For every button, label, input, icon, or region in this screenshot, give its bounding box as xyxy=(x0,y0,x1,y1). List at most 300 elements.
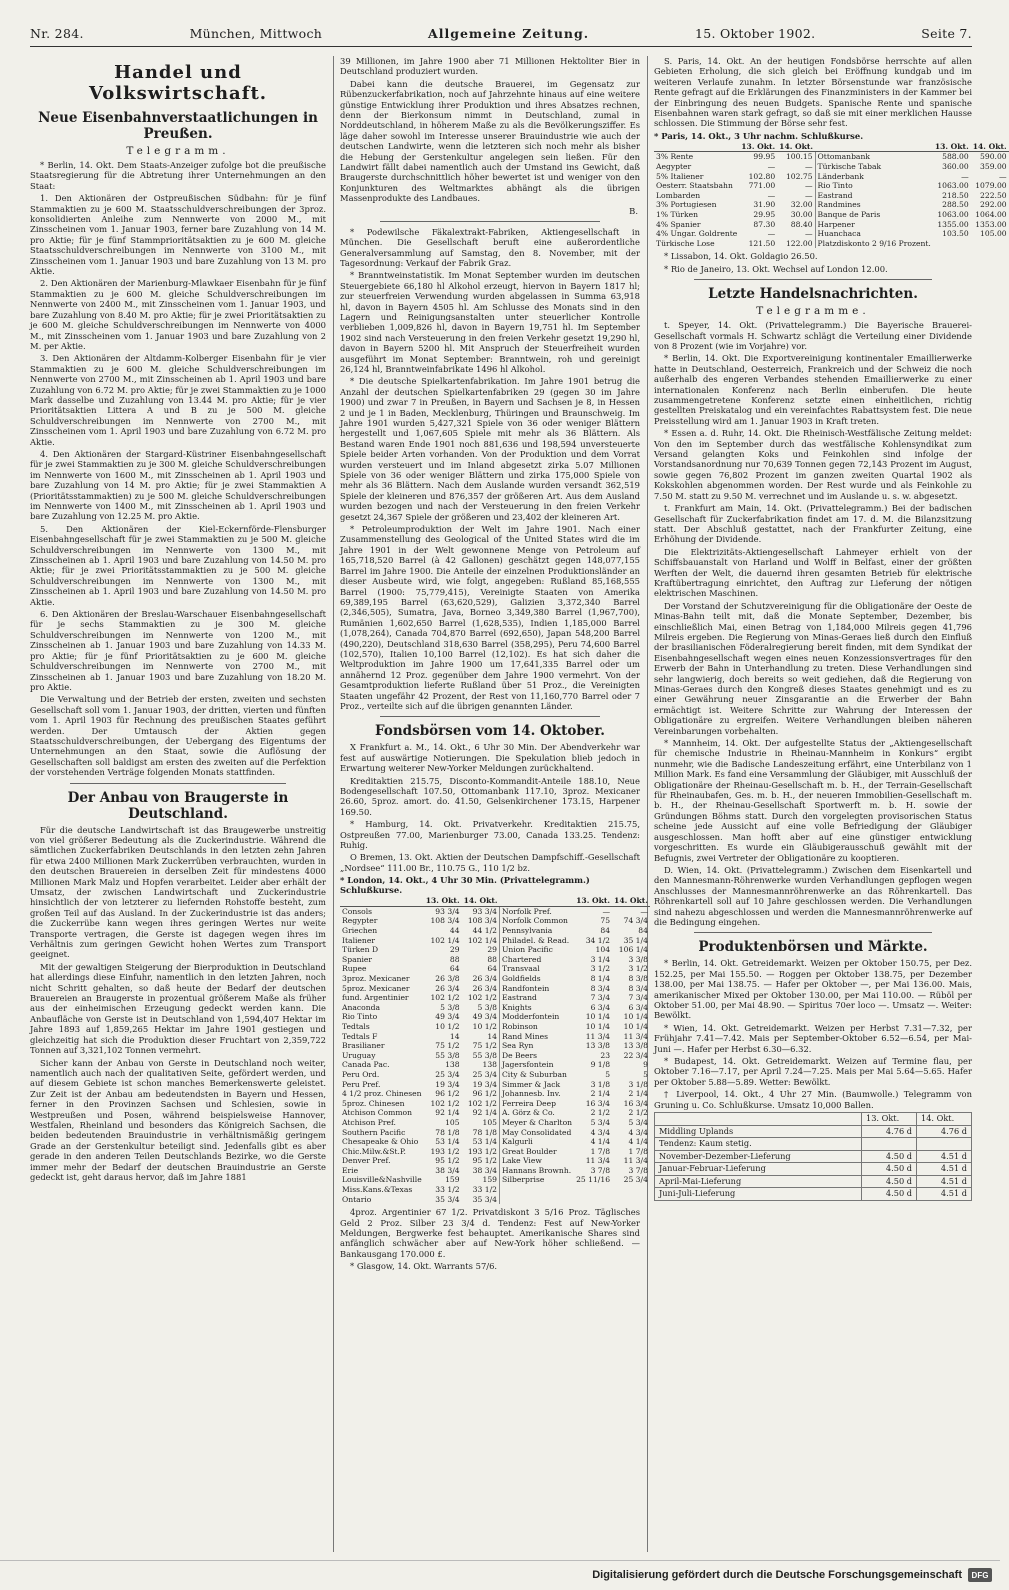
table-row xyxy=(655,1188,972,1201)
table-cell: Silberprise xyxy=(499,1175,574,1185)
table-row xyxy=(340,1128,650,1138)
table-cell: 38 3/4 xyxy=(435,1165,460,1175)
table-cell: Türkische Lose xyxy=(656,238,715,248)
market-report: X Frankfurt a. M., 14. Okt., 6 Uhr 30 Min. Der Abendverkehr war fest auf auswärtige Notierungen. Die Spekulation blieb jedoch in Erwartung weiterer New-Yorker Meldungen zurückhaltend. xyxy=(340,742,640,774)
table-cell: Sea Ryn xyxy=(499,1041,574,1051)
table-cell: 75 xyxy=(600,916,611,926)
table-row xyxy=(340,993,650,1003)
table-row xyxy=(340,926,650,936)
table-cell: 4.51 d xyxy=(917,1188,972,1201)
london-quotes-table xyxy=(340,896,650,1204)
table-cell: 14 xyxy=(449,1031,460,1041)
table-row xyxy=(654,210,1009,220)
table-cell: Ottomanbank xyxy=(815,152,933,162)
news-item: Der Vorstand der Schutzvereinigung für die Obligationäre der Oeste de Minas-Bahn teilt mit, daß die Monate September, Dezember, bis einschließlich Mai, einen Betrag von 1,184,000 Milreis gegen 41,796 Milreis ergeben. Die Regierung von Minas-Geraes ließ durch den Einfluß der brasilianischen Föderalregierung bereit finden, mit dem Syndikat der Eisenbahngesellschaft wegen eines neuen Konzessionsvertrages für den Erwerb der Bahn in Unterhandlung zu treten. Diese Verhandlungen sind sehr langwierig, doch bereits so weit gediehen, daß die Regierung von Minas-Geraes durch den Kongreß dieses Staates genehmigt und es zu einer Gewährung neuer Zinsgarantie an die Erwerber der Bahn ermächtigt ist. Weitere Schritte zur Wahrung der Interessen der Obligationäre zu ergreifen. Weitere Verhandlungen bleiben näheren Vereinbarungen vorbehalten. xyxy=(654,600,972,736)
table-cell: 5 3/4 xyxy=(628,1117,648,1127)
news-item: Die Elektrizitäts-Aktiengesellschaft Lahmeyer erhielt von der Schiffsbauanstalt von Harland und Wolff in Belfast, einer der größten Werften der Welt, die dauernd ihren gesamten Betrieb für elektrische Kraftübertragung einrichtet, den Auftrag zur Lieferung der nötigen elektrischen Maschinen. xyxy=(654,546,972,599)
market-report: * Wien, 14. Okt. Getreidemarkt. Weizen per Herbst 7.31—7.32, per Frühjahr 7.41—7.42. Mais per September-Oktober 6.52—6.54, per Mai-Juni —. Hafer per Herbst 6.30—6.32. xyxy=(654,1022,972,1054)
table-cell: 7 3/4 xyxy=(590,993,611,1003)
table-cell: 1064.00 xyxy=(975,210,1007,219)
market-report: * Glasgow, 14. Okt. Warrants 57/6. xyxy=(350,1261,498,1272)
table-row xyxy=(340,1060,650,1070)
table-cell: — xyxy=(804,190,813,200)
table-cell xyxy=(862,1138,917,1151)
table-cell: 138 xyxy=(482,1060,497,1070)
table-cell: 3 1/2 xyxy=(628,964,648,974)
table-cell: 3% Rente xyxy=(656,152,694,162)
section-title: Handel und Volkswirtschaft. xyxy=(88,62,268,104)
table-cell: 103.50 xyxy=(942,229,969,239)
table-cell: 92 1/4 xyxy=(472,1108,497,1118)
table-cell: Peru Pref. xyxy=(342,1079,381,1089)
table-cell: 4% Ungar. Goldrente xyxy=(656,229,738,239)
table-cell: 5 3/4 xyxy=(590,1117,611,1127)
table-cell: 30.00 xyxy=(790,210,813,219)
news-item: * Mannheim, 14. Okt. Der aufgestellte Status der „Aktiengesellschaft für chemische Industrie in Rheinau-Mannheim in Konkurs“ ergibt nunmehr, wie die Badische Landeszeitung erfährt, eine Unterbilanz von 1 Million Mark. Es fand eine Versammlung der Gläubiger, mit Ausschluß der Obligationäre der Rheinau-Gesellschaft m. b. H., der Terrain-Gesellschaft für Rheinaubafen, Ges. m. b. H., der neueren Immobilien-Gesellschaft m. b. H., der Rheinau-Gesellschaft Sportwerft m. b. H. sowie der Gründungen Böhms statt. Durch den vorgelegten provisorischen Status scheine jede Aussicht auf eine volle Befriedigung der Gläubiger ausgeschlossen. Man hofft aber auf eine günstiger entwicklung vorgeschritten. Es wurde ein Gläubigerausschuß gewählt mit der Befugnis, zwei Vertreter der Obligationäre zu kooptieren. xyxy=(654,738,972,863)
table-row xyxy=(340,1108,650,1118)
notice: * Die deutsche Spielkartenfabrikation. Im Jahre 1901 betrug die Anzahl der deutschen Spielkartenfabriken 29 (gegen 30 im Jahre 1900) und zwar 7 in Preußen, in Bayern und Sachsen je 8, in Hessen 2 und je 1 in Baden, Mecklenburg, Thüringen und Braunschweig. Im Jahre 1901 wurden 5,427,321 Spiele von 36 oder weniger Blättern hergestellt und 1,067,605 Spiele mit mehr als 36 Blättern. Als Bestand waren Ende 1901 noch 881,636 und 198,594 unversteuerte Spiele beider Arten vorhanden. Von der Produktion und dem Vorrat wurden versteuert und im Inland abgesetzt zirka 5.07 Millionen Spiele von 36 oder weniger Blättern und zirka 175,000 Spiele von mehr als 36 Blättern. Nach dem Auslande wurden versandt 362,519 Spiele der kleineren und 876,357 der größeren Art. Aus dem Ausland wurden bezogen und nach der Versteuerung in den freien Verkehr gesetzt 24,367 Spiele der größeren und 23,402 der kleineren Art. xyxy=(340,376,640,522)
paragraph: 6. Den Aktionären der Breslau-Warschauer Eisenbahngesellschaft für je sechs Stammaktien zu je 300 M. gleiche Schuldverschreibungen im Nennwerte von 1200 M., mit Zinsscheinen ab 1. Januar 1903 und bare Zuzahlung von 14.33 M. pro Aktie; für je fünf Prioritätsaktien zu je 600 M. gleiche Schuldverschreibungen im Nennwerte von 2700 M., mit Zinsscheinen ab 1. Januar 1903 und bare Zuzahlung von 18.20 M. pro Aktie. xyxy=(30,609,326,692)
table-header-row xyxy=(655,1113,972,1126)
table-cell: 4.50 d xyxy=(862,1175,917,1188)
table-cell: 25 3/4 xyxy=(623,1175,648,1185)
table-cell: 3 3/8 xyxy=(628,954,648,964)
table-cell: 2 1/2 xyxy=(628,1108,648,1118)
table-cell: 102 1/2 xyxy=(467,993,497,1003)
table-cell: Banque de Paris xyxy=(815,210,933,220)
column-header: 14. Okt. xyxy=(463,896,498,906)
table-cell: 3 1/8 xyxy=(590,1079,611,1089)
table-cell: Anaconda xyxy=(342,1002,381,1012)
table-cell: Hannans Brownh. xyxy=(499,1166,574,1176)
table-header-row xyxy=(340,896,650,906)
table-row xyxy=(654,200,1009,210)
table-cell: Atchison Common xyxy=(342,1108,412,1118)
column-header: 13. Okt. xyxy=(741,141,776,151)
table-cell: 8 3/8 xyxy=(628,974,648,983)
table-cell: 34 1/2 xyxy=(585,935,611,945)
table-cell: 138 xyxy=(445,1060,460,1070)
column-header xyxy=(654,142,739,152)
table-cell: 4.50 d xyxy=(862,1150,917,1163)
table-cell: Randmines xyxy=(815,200,933,210)
table-cell: Randfontein xyxy=(499,984,574,994)
footer xyxy=(592,1568,992,1582)
separator xyxy=(380,221,600,222)
table-row xyxy=(340,1166,650,1176)
author-signature: B. xyxy=(629,205,638,216)
table-cell: 5 xyxy=(605,1069,611,1079)
market-report: 4proz. Argentinier 67 1/2. Privatdiskont 3 5/16 Proz. Täglisches Geld 2 Proz. Silber 23 3/4 d. Tendenz: Fest auf New-Yorker Meldungen, Bergwerke fest behauptet. Amerikanische Shares sind anfänglich schwächer aber auf New-York höher schließend. — Bankausgang 170.000 £. xyxy=(340,1207,640,1259)
table-cell: 4.51 d xyxy=(917,1163,972,1176)
paragraph: 3. Den Aktionären der Altdamm-Kolberger Eisenbahn für je vier Stammaktien zu je 600 M. gleiche Schuldverschreibungen im Nennwerte von 2700 M., mit Zinsscheinen ab 1. April 1903 und bare Zuzahlung von 6.72 M. pro Aktie; für je zwei Stammaktien zu je 1000 Mark dasselbe und Zuzahlung von 13.44 M. pro Aktie; für je vier Prioritätsaktien Littera A und B zu je 500 M. gleiche Schuldverschreibungen im Nennwerte von 2700 M., mit Zinsscheinen vom 1. April 1903 und bare Zuzahlung von 6.72 M. pro Aktie. xyxy=(30,353,326,447)
table-heading: * Paris, 14. Okt., 3 Uhr nachm. Schlußkurse. xyxy=(654,130,864,141)
table-cell: 75 1/2 xyxy=(472,1041,497,1051)
table-cell: 5% Italiener xyxy=(656,171,704,181)
column-header: 14. Okt. xyxy=(779,141,814,151)
news-item: t. Speyer, 14. Okt. (Privattelegramm.) Die Bayerische Brauerei-Gesellschaft vormals H. Schwartz schlägt die Verteilung einer Dividende von 8 Prozent (wie im Vorjahre) vor. xyxy=(654,320,972,351)
table-cell: Länderbank xyxy=(815,172,933,182)
table-cell: Türken D xyxy=(342,945,379,955)
table-cell: 102.75 xyxy=(785,171,813,181)
page-number: Seite 7. xyxy=(921,26,972,41)
table-cell: — xyxy=(804,181,813,191)
table-cell: 25 3/4 xyxy=(472,1069,497,1079)
article-title: Der Anbau von Braugerste in Deutschland. xyxy=(67,789,289,822)
table-cell: 100.15 xyxy=(785,152,813,162)
column-2 xyxy=(340,56,648,1552)
paragraph: Die Verwaltung und der Betrieb der ersten, zweiten und sechsten Gesellschaft soll vom 1. Januar 1903, der dritten, vierten und fünften vom 1. April 1903 für Rechnung des preußischen Staates geführt werden. Der Umtausch der Aktien gegen Staatsschuldverschreibungen, der Uebergang des Eigentums der Unternehmungen an den Staat, sowie die Auflösung der Gesellschaften soll baldigst am ersten des zweiten auf die Perfektion der vorstehenden Verträge folgenden Monats stattfinden. xyxy=(30,694,326,778)
table-cell: 19 3/4 xyxy=(472,1079,497,1089)
table-cell: 588.00 xyxy=(942,152,969,162)
table-cell: 11 3/4 xyxy=(623,1156,648,1166)
table-cell: Tedtals F xyxy=(342,1031,378,1041)
table-cell: 93 3/4 xyxy=(472,906,497,916)
table-cell: Norfolk Pref. xyxy=(499,906,574,916)
table-cell: 193 1/2 xyxy=(467,1146,497,1156)
table-cell: Rio Tinto xyxy=(342,1012,378,1022)
cotton-quotes-table xyxy=(654,1112,972,1201)
table-cell: Brasilianer xyxy=(342,1041,385,1051)
table-cell: Atchison Pref. xyxy=(342,1117,396,1127)
table-cell: 13 3/8 xyxy=(623,1041,648,1051)
table-cell xyxy=(612,1195,650,1205)
table-cell: Consols xyxy=(342,906,373,916)
table-cell: 2 1/4 xyxy=(628,1089,648,1099)
table-cell: 3 1/8 xyxy=(628,1079,648,1089)
table-cell: 102 1/2 xyxy=(430,993,460,1003)
article-kicker: Telegramme. xyxy=(756,305,870,318)
column-header: 13. Okt. xyxy=(425,896,460,906)
table-row xyxy=(655,1163,972,1176)
header-rule xyxy=(30,46,972,47)
table-cell: 16 3/4 xyxy=(623,1098,648,1108)
table-cell: Harpener xyxy=(815,220,933,230)
table-cell: 590.00 xyxy=(980,152,1007,162)
table-cell: 11 3/4 xyxy=(623,1031,648,1041)
table-cell xyxy=(499,1195,574,1205)
table-cell: Ferreira Deep xyxy=(499,1099,574,1109)
table-cell xyxy=(499,1185,574,1195)
table-cell: 3 7/8 xyxy=(590,1165,611,1175)
table-cell: 4.51 d xyxy=(917,1175,972,1188)
table-cell: Johannesb. Inv. xyxy=(499,1089,574,1099)
table-cell: 1063.00 xyxy=(937,181,969,191)
table-cell: 78 1/8 xyxy=(435,1127,460,1137)
news-item: t. Frankfurt am Main, 14. Okt. (Privattelegramm.) Bei der badischen Gesellschaft für Zuckerfabrikation findet am 17. d. M. die Bilanzsitzung statt. Der Abschluß gestattet, nach der Frankfurter Zeitung, eine Erhöhung der Dividende. xyxy=(654,503,972,545)
table-cell: 1353.00 xyxy=(975,219,1007,229)
table-cell: — xyxy=(767,162,776,172)
table-row xyxy=(340,984,650,994)
table-cell: 218.50 xyxy=(942,190,969,200)
table-cell: 95 1/2 xyxy=(435,1156,460,1166)
table-row xyxy=(340,916,650,926)
table-cell: 288.50 xyxy=(942,200,969,210)
table-cell: Eastrand xyxy=(499,993,574,1003)
table-cell: — xyxy=(804,229,813,239)
table-cell: April-Mai-Lieferung xyxy=(655,1175,862,1188)
table-cell: 64 xyxy=(487,964,497,974)
table-cell: 96 1/2 xyxy=(435,1089,460,1099)
table-cell: 108 3/4 xyxy=(467,916,497,926)
table-cell: 10 1/4 xyxy=(585,1012,611,1022)
table-cell: 44 1/2 xyxy=(472,926,497,936)
table-cell: 14 xyxy=(487,1031,497,1041)
table-cell: 33 1/2 xyxy=(435,1185,460,1195)
table-cell: — xyxy=(961,171,969,181)
market-report: * Berlin, 14. Okt. Getreidemarkt. Weizen per Oktober 150.75, per Dez. 152.25, per Mai 155.50. — Roggen per Oktober 138.75, per Dezember 138.00, per Mai 138.75. — Hafer per Oktober —, per Mai 136.00. Mais, amerikanischer Mixed per Oktober 130.00, per Mai 110.00. — Rüböl per Oktober 51.00, per Mai 48.90. — Spiritus 70er loco —. Umsatz —. Weiter: Bewölkt. xyxy=(654,958,972,1021)
table-cell: 53 1/4 xyxy=(435,1137,460,1147)
table-cell: 1355.00 xyxy=(937,219,969,229)
table-cell: Robinson xyxy=(499,1022,574,1032)
table-cell: 26 3/4 xyxy=(472,974,497,983)
table-cell: 88.40 xyxy=(790,219,813,229)
table-cell: 4.76 d xyxy=(862,1125,917,1138)
table-cell: 1063.00 xyxy=(937,210,969,219)
table-cell: 4.50 d xyxy=(862,1163,917,1176)
table-cell: Transvaal xyxy=(499,964,574,974)
table-cell: Lake View xyxy=(499,1156,574,1166)
table-cell: 4 3/4 xyxy=(628,1127,648,1137)
table-cell: 1079.00 xyxy=(975,181,1007,191)
table-cell: De Beers xyxy=(499,1051,574,1061)
place-day: München, Mittwoch xyxy=(189,26,323,41)
table-row xyxy=(655,1175,972,1188)
market-report: † Liverpool, 14. Okt., 4 Uhr 27 Min. (Baumwolle.) Telegramm von Gruning u. Co. Schlußkurse. Umsatz 10,000 Ballen. xyxy=(654,1089,972,1110)
table-cell: 5 3/8 xyxy=(440,1002,460,1012)
table-cell: 3% Portugiesen xyxy=(656,200,717,210)
table-cell: 23 xyxy=(600,1050,611,1060)
table-cell: Philadel. & Read. xyxy=(499,936,574,946)
table-cell: 108 3/4 xyxy=(430,916,460,926)
table-cell: Juni-Juli-Lieferung xyxy=(655,1188,862,1201)
table-cell: Miss.Kans.&Texas xyxy=(342,1185,413,1195)
table-cell: 16 3/4 xyxy=(585,1098,611,1108)
table-cell: 10 1/4 xyxy=(623,1012,648,1022)
table-cell xyxy=(933,239,971,249)
table-cell: 5proz. Chinesen xyxy=(342,1098,405,1108)
table-cell: Italiener xyxy=(342,935,375,945)
table-row xyxy=(654,229,1009,239)
table-cell: 105 xyxy=(482,1117,497,1127)
table-cell: Lombarden xyxy=(656,190,701,200)
table-row xyxy=(340,974,650,984)
column-header xyxy=(815,142,933,152)
table-cell: Tedtals xyxy=(342,1021,370,1031)
section-title: Fondsbörsen vom 14. Oktober. xyxy=(375,723,605,740)
table-cell: 1 7/8 xyxy=(590,1146,611,1156)
table-cell: November-Dezember-Lieferung xyxy=(655,1150,862,1163)
table-cell: 4 1/4 xyxy=(628,1137,648,1147)
table-cell: 4% Spanier xyxy=(656,219,701,229)
market-report: S. Paris, 14. Okt. An der heutigen Fondsbörse herrschte auf allen Gebieten Erholung, die sich gleich bei Eröffnung kundgab und im weiteren Verlaufe zunahm. In letzter Börsenstunde war französische Rente gefragt auf die Erklärungen des Finanzministers in der Kammer bei der Einbringung des neuen Budgets. Spanische Rente und spanische Eisenbahnen waren stark gefragt, so daß sie mit einer merklichen Hausse schlossen. Die Stimmung der Börse sehr fest. xyxy=(654,56,972,129)
table-cell: 292.00 xyxy=(980,200,1007,210)
table-cell: 11 3/4 xyxy=(585,1156,611,1166)
table-row xyxy=(654,162,1009,172)
table-cell: Spanier xyxy=(342,954,373,964)
table-cell: 3 7/8 xyxy=(628,1165,648,1175)
table-cell: 38 3/4 xyxy=(472,1165,497,1175)
issue-number: Nr. 284. xyxy=(30,26,84,41)
table-row xyxy=(654,152,1009,162)
table-cell: Union Pacific xyxy=(499,945,574,955)
table-cell: 8 3/4 xyxy=(628,983,648,993)
table-cell: 95 1/2 xyxy=(472,1156,497,1166)
funding-notice: Digitalisierung gefördert durch die Deutsche Forschungsgemeinschaft xyxy=(592,1569,962,1581)
table-cell: Modderfontein xyxy=(499,1012,574,1022)
table-cell: 193 1/2 xyxy=(430,1146,460,1156)
column-header xyxy=(655,1113,862,1126)
table-cell: 10 1/2 xyxy=(435,1021,460,1031)
table-cell: 22 3/4 xyxy=(623,1050,648,1060)
table-cell: Norfolk Common xyxy=(499,916,574,926)
table-row xyxy=(655,1125,972,1138)
table-row xyxy=(340,1012,650,1022)
table-cell: 99.95 xyxy=(753,152,776,162)
table-cell: 26 3/4 xyxy=(472,983,497,993)
column-header xyxy=(499,896,574,906)
column-header: 13. Okt. xyxy=(862,1113,917,1126)
table-cell: 88 xyxy=(487,954,497,964)
table-cell: 2 1/2 xyxy=(590,1108,611,1118)
table-cell: 222.50 xyxy=(980,190,1007,200)
table-cell: 84 xyxy=(600,926,611,936)
table-cell: Rupee xyxy=(342,964,367,974)
paragraph: * Berlin, 14. Okt. Dem Staats-Anzeiger zufolge bot die preußische Staatsregierung für die Abtretung ihrer Unternehmungen an den Staat: xyxy=(30,160,326,191)
table-cell: 93 3/4 xyxy=(435,906,460,916)
table-cell: 26 3/4 xyxy=(435,983,460,993)
column-header: 13. Okt. xyxy=(934,141,969,151)
table-cell: 53 1/4 xyxy=(472,1137,497,1147)
table-cell: Rand Mines xyxy=(499,1032,574,1042)
table-cell: 8 1/4 xyxy=(590,974,611,983)
separator xyxy=(694,932,932,933)
table-cell: Chesapeake & Ohio xyxy=(342,1137,419,1147)
column-header xyxy=(340,896,424,906)
table-cell: A. Görz & Co. xyxy=(499,1108,574,1118)
table-row xyxy=(340,945,650,955)
table-row xyxy=(340,1099,650,1109)
column-rule xyxy=(333,56,334,1552)
news-item: D. Wien, 14. Okt. (Privattelegramm.) Zwischen dem Eisenkartell und den Mannesmann-Röhrenwerke wurden Verhandlungen gepflogen wegen Anschlusses der Mannesmannröhrenwerke an das Röhrenkartell. Das Röhrenkartell soll auf 10 Jahre geschlossen werden. Die Verhandlungen sind nahezu abgeschlossen und werden die Mannesmannröhrenwerke auf die Bedingung eingehen. xyxy=(654,864,972,927)
table-cell: fund. Argentinier xyxy=(342,993,409,1003)
table-cell: 102 1/2 xyxy=(467,1098,497,1108)
table-cell: 29 xyxy=(449,945,460,955)
table-heading: * London, 14. Okt., 4 Uhr 30 Min. (Privattelegramm.) Schlußkurse. xyxy=(340,875,590,896)
table-cell: 9 xyxy=(643,1060,648,1070)
table-cell: 104 xyxy=(595,945,611,955)
table-row xyxy=(654,239,1009,249)
footer-rule xyxy=(0,1560,1000,1561)
notice: * Branntweinstatistik. Im Monat September wurden im deutschen Steuergebiete 66,180 hl Alkohol erzeugt, hiervon in Bayern 1817 hl; zur steuerfreien Verwendung wurden abgelassen in Summa 63,918 hl, davon in Bayern 4505 hl. Am Schlusse des Monats sind in den Lagern und Reinigungsanstalten unter steuerlicher Kontrolle verblieben 1,009,826 hl, davon in Bayern 19,751 hl. Im September 1902 sind nach Versteuerung in den freien Verkehr gesetzt 19,290 hl, davon in Bayern 5200 hl. Mit Anspruch der Steuerfreiheit wurden ausgeführt im Monat September: Branntwein, roh und gereinigt 26,124 hl, Branntweinfabrikate 1496 hl Alkohol. xyxy=(340,270,640,374)
market-report: * Hamburg, 14. Okt. Privatverkehr. Kreditaktien 215.75, Ostpreußen 77.00, Marienburger 73.00, Canada 133.25. Tendenz: Ruhig. xyxy=(340,819,640,851)
table-row xyxy=(340,1156,650,1166)
column-header: 14. Okt. xyxy=(917,1113,972,1126)
table-cell: 5proz. Mexicaner xyxy=(342,983,410,993)
table-row xyxy=(654,172,1009,182)
table-cell: 11 3/4 xyxy=(585,1031,611,1041)
table-cell: Rio Tinto xyxy=(815,181,933,191)
table-row xyxy=(340,1147,650,1157)
table-cell: 102 1/4 xyxy=(430,935,460,945)
section-title: Letzte Handelsnachrichten. xyxy=(708,286,918,303)
table-row xyxy=(340,1185,650,1195)
news-item: * Berlin, 14. Okt. Die Exportvereinigung kontinentaler Emaillierwerke hatte in Deutschland, Oesterreich, Frankreich und der Schweiz die noch außerhalb des engeren Verbandes stehenden Emaillierwerke zu einer internationalen Konferenz nach Berlin einberufen. Die heute zusammengetretene Konferenz setzte einen einheitlichen, richtig gestellten Preiskatalog und ein vereinfachtes Rabattsystem fest. Die neue Preisstellung wird am 1. Januar 1903 in Kraft treten. xyxy=(654,353,972,426)
table-cell xyxy=(917,1138,972,1151)
table-cell: 10 1/4 xyxy=(585,1021,611,1031)
market-report: O Bremen, 13. Okt. Aktien der Deutschen Dampfschiff.-Gesellschaft „Nordsee“ 111.00 Br., 110.75 G., 110 1/2 bz. xyxy=(340,852,640,873)
table-cell: 64 xyxy=(449,964,460,974)
table-cell: — xyxy=(767,190,776,200)
column-3 xyxy=(654,56,1007,1552)
table-cell: 6 3/4 xyxy=(590,1002,611,1012)
table-cell: Jagersfontein xyxy=(499,1060,574,1070)
market-report: * Rio de Janeiro, 13. Okt. Wechsel auf London 12.00. xyxy=(664,263,888,274)
market-report: * Budapest, 14. Okt. Getreidemarkt. Weizen auf Termine flau, per Oktober 7.16—7.17, per April 7.24—7.25. Mais per Mai 5.64—5.65. Hafer per Oktober 5.88—5.89. Wetter: Bewölkt. xyxy=(654,1056,972,1087)
table-cell: Meyer & Charlton xyxy=(499,1118,574,1128)
market-report: Kreditaktien 215.75, Disconto-Kommandit-Anteile 188.10, Neue Bodengesellschaft 107.50, Ottomanbank 117.10, 3proz. Mexicaner 26.60, 5proz. amort. do. 41.50, Gelsenkirchener 173.15, Harpener 169.50. xyxy=(340,775,640,817)
table-cell: 5 xyxy=(643,1069,648,1079)
table-cell: Griechen xyxy=(342,926,378,936)
table-row xyxy=(655,1150,972,1163)
table-cell: 75 1/2 xyxy=(435,1041,460,1051)
table-cell: Tendenz: Kaum stetig. xyxy=(655,1138,862,1151)
table-cell: 88 xyxy=(449,954,460,964)
table-cell: Regypter xyxy=(342,916,378,926)
table-cell: 4 1/2 proz. Chinesen xyxy=(342,1089,422,1099)
table-cell: 25 11/16 xyxy=(576,1175,611,1185)
table-cell: Türkische Tabak xyxy=(815,162,933,172)
table-cell: City & Suburban xyxy=(499,1070,574,1080)
table-cell: 10 1/4 xyxy=(623,1021,648,1031)
table-cell: 32.00 xyxy=(790,200,813,210)
table-row xyxy=(340,1195,650,1205)
table-cell: 102 1/4 xyxy=(467,935,497,945)
column-rule xyxy=(647,56,648,1552)
table-cell: 4 1/4 xyxy=(590,1137,611,1147)
table-cell: 771.00 xyxy=(748,181,776,191)
table-cell: 31.90 xyxy=(753,200,776,210)
table-cell: Eastrand xyxy=(815,191,933,201)
table-cell: Louisville&Nashville xyxy=(342,1175,422,1185)
paragraph: 5. Den Aktionären der Kiel-Eckernförde-Flensburger Eisenbahngesellschaft für je zwei Stammaktien zu je 500 M. gleiche Schuldverschreibungen im Nennwerte von 1300 M., mit Zinsscheinen ab 1. April 1903 und bare Zuzahlung von 14.50 M. pro Aktie; für je zwei Prioritätsstammaktien zu je 500 M. gleiche Schuldverschreibungen im Nennwerte von 1300 M., mit Zinsscheinen ab 1. April 1903 und bare Zuzahlung von 14.50 M. pro Aktie. xyxy=(30,523,326,607)
running-head xyxy=(30,26,972,44)
table-cell: 49 3/4 xyxy=(435,1012,460,1022)
table-row xyxy=(340,955,650,965)
paragraph: Für die deutsche Landwirtschaft ist das Braugewerbe unstreitig von viel größerer Bedeutung als die Zuckerindustrie. Während die sämtlichen Zuckerfabriken Deutschlands in den letzten zehn Jahren für etwa 2400 Millionen Mark Zuckerrüben verbrauchten, wurden in den deutschen Brauereien in derselben Zeit für mindestens 4000 Millionen Mark Malz und Hopfen verarbeitet. Leider aber erhält der Umsatz, der zwischen Landwirtschaft und Zuckerindustrie hinsichtlich der von letzterer zu liefernden Rohstoffe besteht, zum großen Teil auf das Ausland. In der Zuckerindustrie ist das anders; die Zuckerrübe kann wegen ihres geringen Wertes nur weite Transporte vertragen, die Gerste ist dagegen wegen ihres im Verhältnis zum geringen Gewicht hohen Wertes zum Transport geeignet. xyxy=(30,824,326,960)
table-row xyxy=(654,191,1009,201)
table-cell: 121.50 xyxy=(748,238,776,248)
notice: * Petroleumproduktion der Welt im Jahre 1901. Nach einer Zusammenstellung des Geological of the United States wird die im Jahre 1901 in der Welt gewonnene Menge von Petroleum auf 165,718,520 Barrel (à 42 Gallonen) geschätzt gegen 148,077,155 Barrel im Jahre 1900. Die Anteile der einzelnen Produktionsländer an dieser Ausbeute wird, wie folgt, angegeben: Rußland 85,168,555 Barrel (1900: 75,779,415), Vereinigte Staaten von Amerika 69,389,195 Barrel (63,620,529), Galizien 3,372,340 Barrel (2,346,505), Sumatra, Java, Borneo 3,349,380 Barrel (1,967,700), Rumänien 1,602,650 Barrel (1,628,535), Indien 1,185,000 Barrel (1,078,264), Canada 704,870 Barrel (692,650), Japan 548,200 Barrel (490,220), Deutschland 318,630 Barrel (358,295), Peru 74,600 Barrel (102,570), Italien 10,100 Barrel (12,102). Es hat sich daher die Weltproduktion im Jahre 1900 um 17,641,335 Barrel oder um annähernd 12 Proz. gegenüber dem Jahre 1900 vermehrt. Von der Gesamtproduktion lieferte Rußland über 51 Proz., die Vereinigten Staaten ungefähr 42 Prozent, der Rest von 11,160,770 Barrel oder 7 Proz., verteilte sich auf die übrigen genannten Länder. xyxy=(340,524,640,711)
table-row xyxy=(340,1175,650,1185)
table-row xyxy=(340,1070,650,1080)
column-header: 13. Okt. xyxy=(574,896,612,906)
table-cell: Uruguay xyxy=(342,1050,376,1060)
table-cell: 96 1/2 xyxy=(472,1089,497,1099)
table-cell: 8 3/4 xyxy=(590,983,611,993)
table-cell: Great Boulder xyxy=(499,1147,574,1157)
table-cell: 360.00 xyxy=(942,162,969,172)
table-cell xyxy=(574,1195,612,1205)
table-cell: 102 1/2 xyxy=(430,1098,460,1108)
article-title: Neue Eisenbahnverstaatlichungen in Preußen. xyxy=(38,110,318,142)
table-row xyxy=(340,1137,650,1147)
table-cell: 102.80 xyxy=(748,171,776,181)
table-cell: 35 1/4 xyxy=(623,935,648,945)
paris-quotes-table xyxy=(654,142,1009,249)
table-row xyxy=(340,1080,650,1090)
table-cell: Platzdiskonto 2 9/16 Prozent. xyxy=(815,239,933,249)
